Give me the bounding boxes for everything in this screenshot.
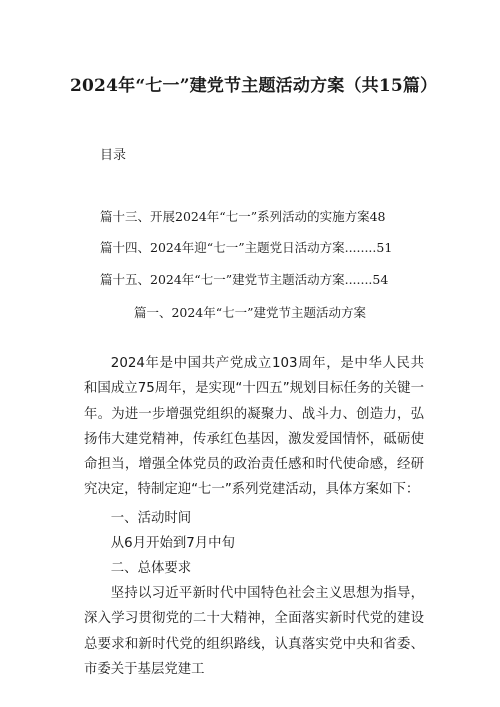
toc-entry[interactable] [100,272,388,288]
toc-entry[interactable] [100,240,392,256]
toc-entry-page: 54 [372,272,389,287]
heading-activity-time: 一、活动时间 [110,511,192,526]
toc-entry-label: 篇十五、2024年“七一”建党节主题活动方案 [100,272,345,287]
toc-entry-label: 篇十四、2024年迎“七一”主题党日活动方案 [100,240,345,255]
toc-entry-label: 篇十三、开展2024年“七一”系列活动的实施方案 [100,209,370,224]
toc-entry[interactable] [100,209,386,225]
toc-entry-leader: ....... [344,272,373,287]
heading-general-requirements: 二、总体要求 [110,561,192,576]
intro-paragraph: 2024年是中国共产党成立103周年，是中华人民共和国成立75周年，是实现“十四五”规划目标任务的关键一年。为进一步增强党组织的凝聚力、战斗力、创造力，弘扬伟大建党精神，传承红色基因，激发爱国情怀，砥砺使命担当，增强全体党员的政治责任感和时代使命感，经研究决定，特制定迎“七一”系列党建活动，具体方案如下： [84,356,424,498]
document-title: 2024年“七一”建党节主题活动方案（共15篇） [70,76,438,96]
toc-entry-page: 48 [369,209,386,224]
requirements-paragraph: 坚持以习近平新时代中国特色社会主义思想为指导，深入学习贯彻党的二十大精神，全面落实新时代党的建设总要求和新时代党的组织路线，认真落实党中央和省委、市委关于基层党建工 [84,586,424,677]
toc-entry-leader: ........ [344,240,377,255]
section-title: 篇一、2024年“七一”建党节主题活动方案 [133,305,367,320]
toc-entry-page: 51 [376,240,393,255]
activity-time-text: 从6月开始到7月中旬 [110,536,235,551]
toc-heading: 目录 [100,148,127,163]
